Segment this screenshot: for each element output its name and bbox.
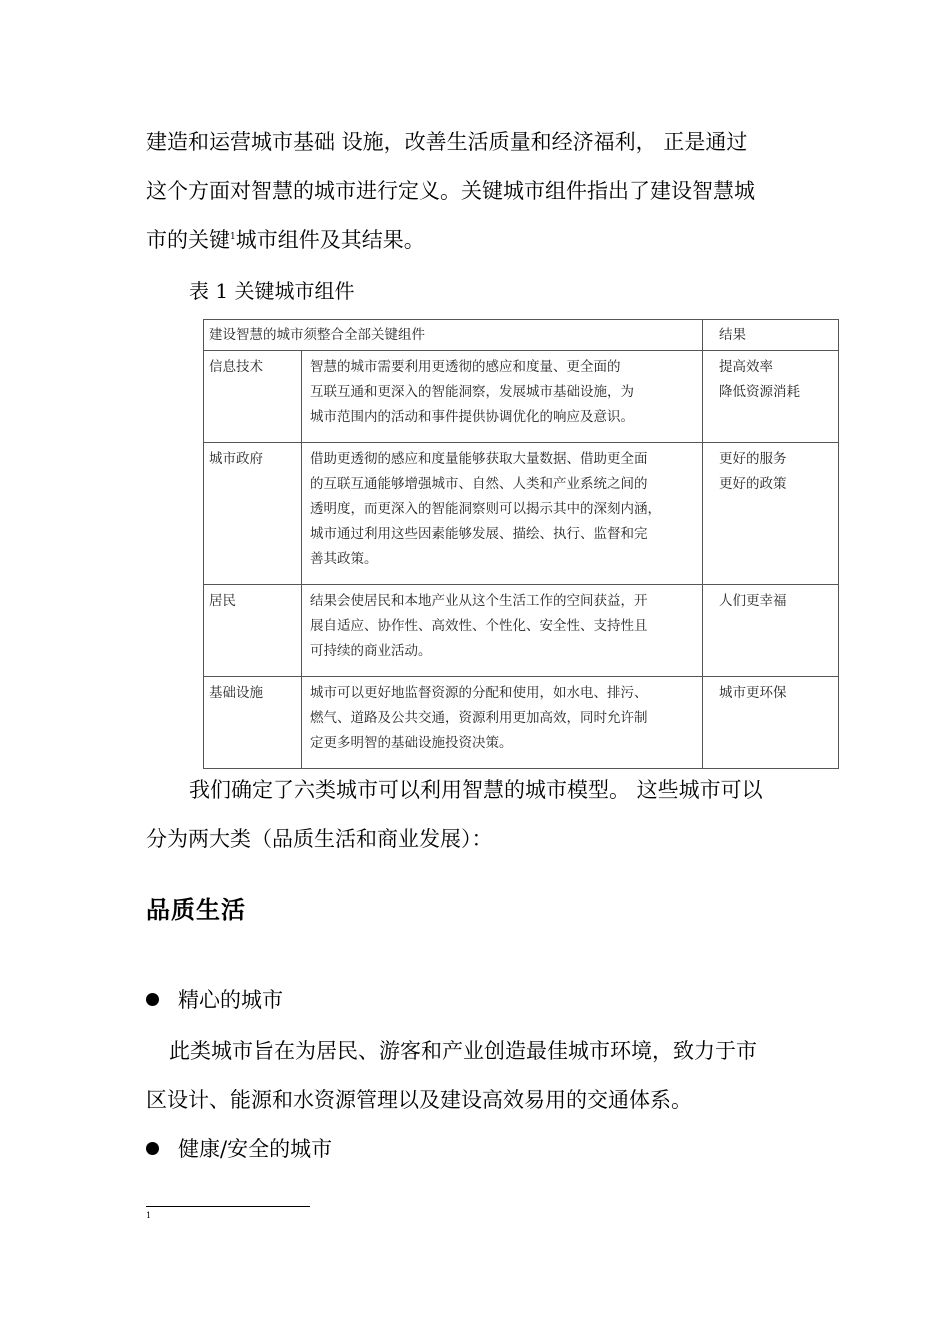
results-cell: [703, 351, 839, 443]
paragraph-text: 城市组件及其结果。: [235, 228, 425, 252]
table-row: [204, 443, 839, 585]
paragraph-line: 分为两大类（品质生活和商业发展）：: [146, 827, 493, 851]
paragraph-line: 我们确定了六类城市可以利用智慧的城市模型。 这些城市可以: [189, 778, 763, 802]
description-line: 结果会使居民和本地产业从这个生活工作的空间获益，开: [310, 593, 648, 609]
result-item: 城市更环保: [719, 685, 787, 701]
description-line: 燃气、道路及公共交通，资源利用更加高效，同时允许制: [310, 710, 648, 726]
description-line: 智慧的城市需要利用更透彻的感应和度量、更全面的: [310, 359, 621, 375]
description-cell: [302, 677, 703, 769]
table-caption: 表 1 关键城市组件: [189, 279, 355, 303]
results-cell: [703, 585, 839, 677]
table-row: [204, 585, 839, 677]
results-cell: [703, 677, 839, 769]
result-item: 提高效率: [719, 359, 773, 375]
paragraph-line: 建造和运营城市基础 设施，改善生活质量和经济福利， 正是通过: [146, 130, 748, 154]
table-header-results: 结果: [703, 320, 839, 351]
description-line: 的互联互通能够增强城市、自然、人类和产业系统之间的: [310, 476, 648, 492]
bullet-item: [146, 1134, 332, 1164]
paragraph-line: 此类城市旨在为居民、游客和产业创造最佳城市环境，致力于市: [169, 1039, 757, 1063]
key-components-table: [203, 319, 839, 769]
description-line: 可持续的商业活动。: [310, 643, 432, 659]
result-item: 降低资源消耗: [719, 384, 800, 400]
description-line: 城市范围内的活动和事件提供协调优化的响应及意识。: [310, 409, 634, 425]
results-cell: [703, 443, 839, 585]
footnote-marker: 1: [146, 1211, 152, 1220]
footnote-divider: [146, 1206, 310, 1207]
bullet-text: 健康/安全的城市: [178, 1137, 333, 1161]
footnote-reference[interactable]: 1: [230, 232, 236, 242]
intro-paragraph: [146, 118, 811, 265]
component-cell: 居民: [204, 585, 302, 677]
component-cell: 信息技术: [204, 351, 302, 443]
description-line: 借助更透彻的感应和度量能够获取大量数据、借助更全面: [310, 451, 648, 467]
bullet-dot-icon: [146, 993, 159, 1006]
description-line: 城市可以更好地监督资源的分配和使用，如水电、排污、: [310, 685, 648, 701]
paragraph-text: 市的关键: [146, 228, 230, 252]
result-item: 人们更幸福: [719, 593, 787, 609]
table-row: [204, 351, 839, 443]
description-line: 展自适应、协作性、高效性、个性化、安全性、支持性且: [310, 618, 648, 634]
description-cell: [302, 443, 703, 585]
description-cell: [302, 351, 703, 443]
section-heading: 品质生活: [146, 895, 246, 924]
table-row: [204, 677, 839, 769]
table: [203, 319, 839, 769]
description-line: 城市通过利用这些因素能够发展、描绘、执行、监督和完: [310, 526, 648, 542]
paragraph-line: 这个方面对智慧的城市进行定义。关键城市组件指出了建设智慧城: [146, 179, 755, 203]
paragraph-line: 区设计、能源和水资源管理以及建设高效易用的交通体系。: [146, 1088, 692, 1112]
description-line: 透明度，而更深入的智能洞察则可以揭示其中的深刻内涵，: [310, 501, 661, 517]
bullet-dot-icon: [146, 1142, 159, 1155]
categories-paragraph: [146, 766, 811, 864]
paragraph-line: [146, 216, 811, 265]
result-item: 更好的服务: [719, 451, 787, 467]
description-line: 定更多明智的基础设施投资决策。: [310, 735, 513, 751]
description-line: 善其政策。: [310, 551, 378, 567]
result-item: 更好的政策: [719, 476, 787, 492]
description-line: 互联互通和更深入的智能洞察，发展城市基础设施，为: [310, 384, 634, 400]
table-header-row: [204, 320, 839, 351]
description-cell: [302, 585, 703, 677]
city-description-paragraph: [146, 1027, 811, 1125]
bullet-text: 精心的城市: [178, 988, 283, 1012]
component-cell: 城市政府: [204, 443, 302, 585]
component-cell: 基础设施: [204, 677, 302, 769]
table-header-components: 建设智慧的城市须整合全部关键组件: [204, 320, 703, 351]
bullet-item: [146, 985, 283, 1015]
